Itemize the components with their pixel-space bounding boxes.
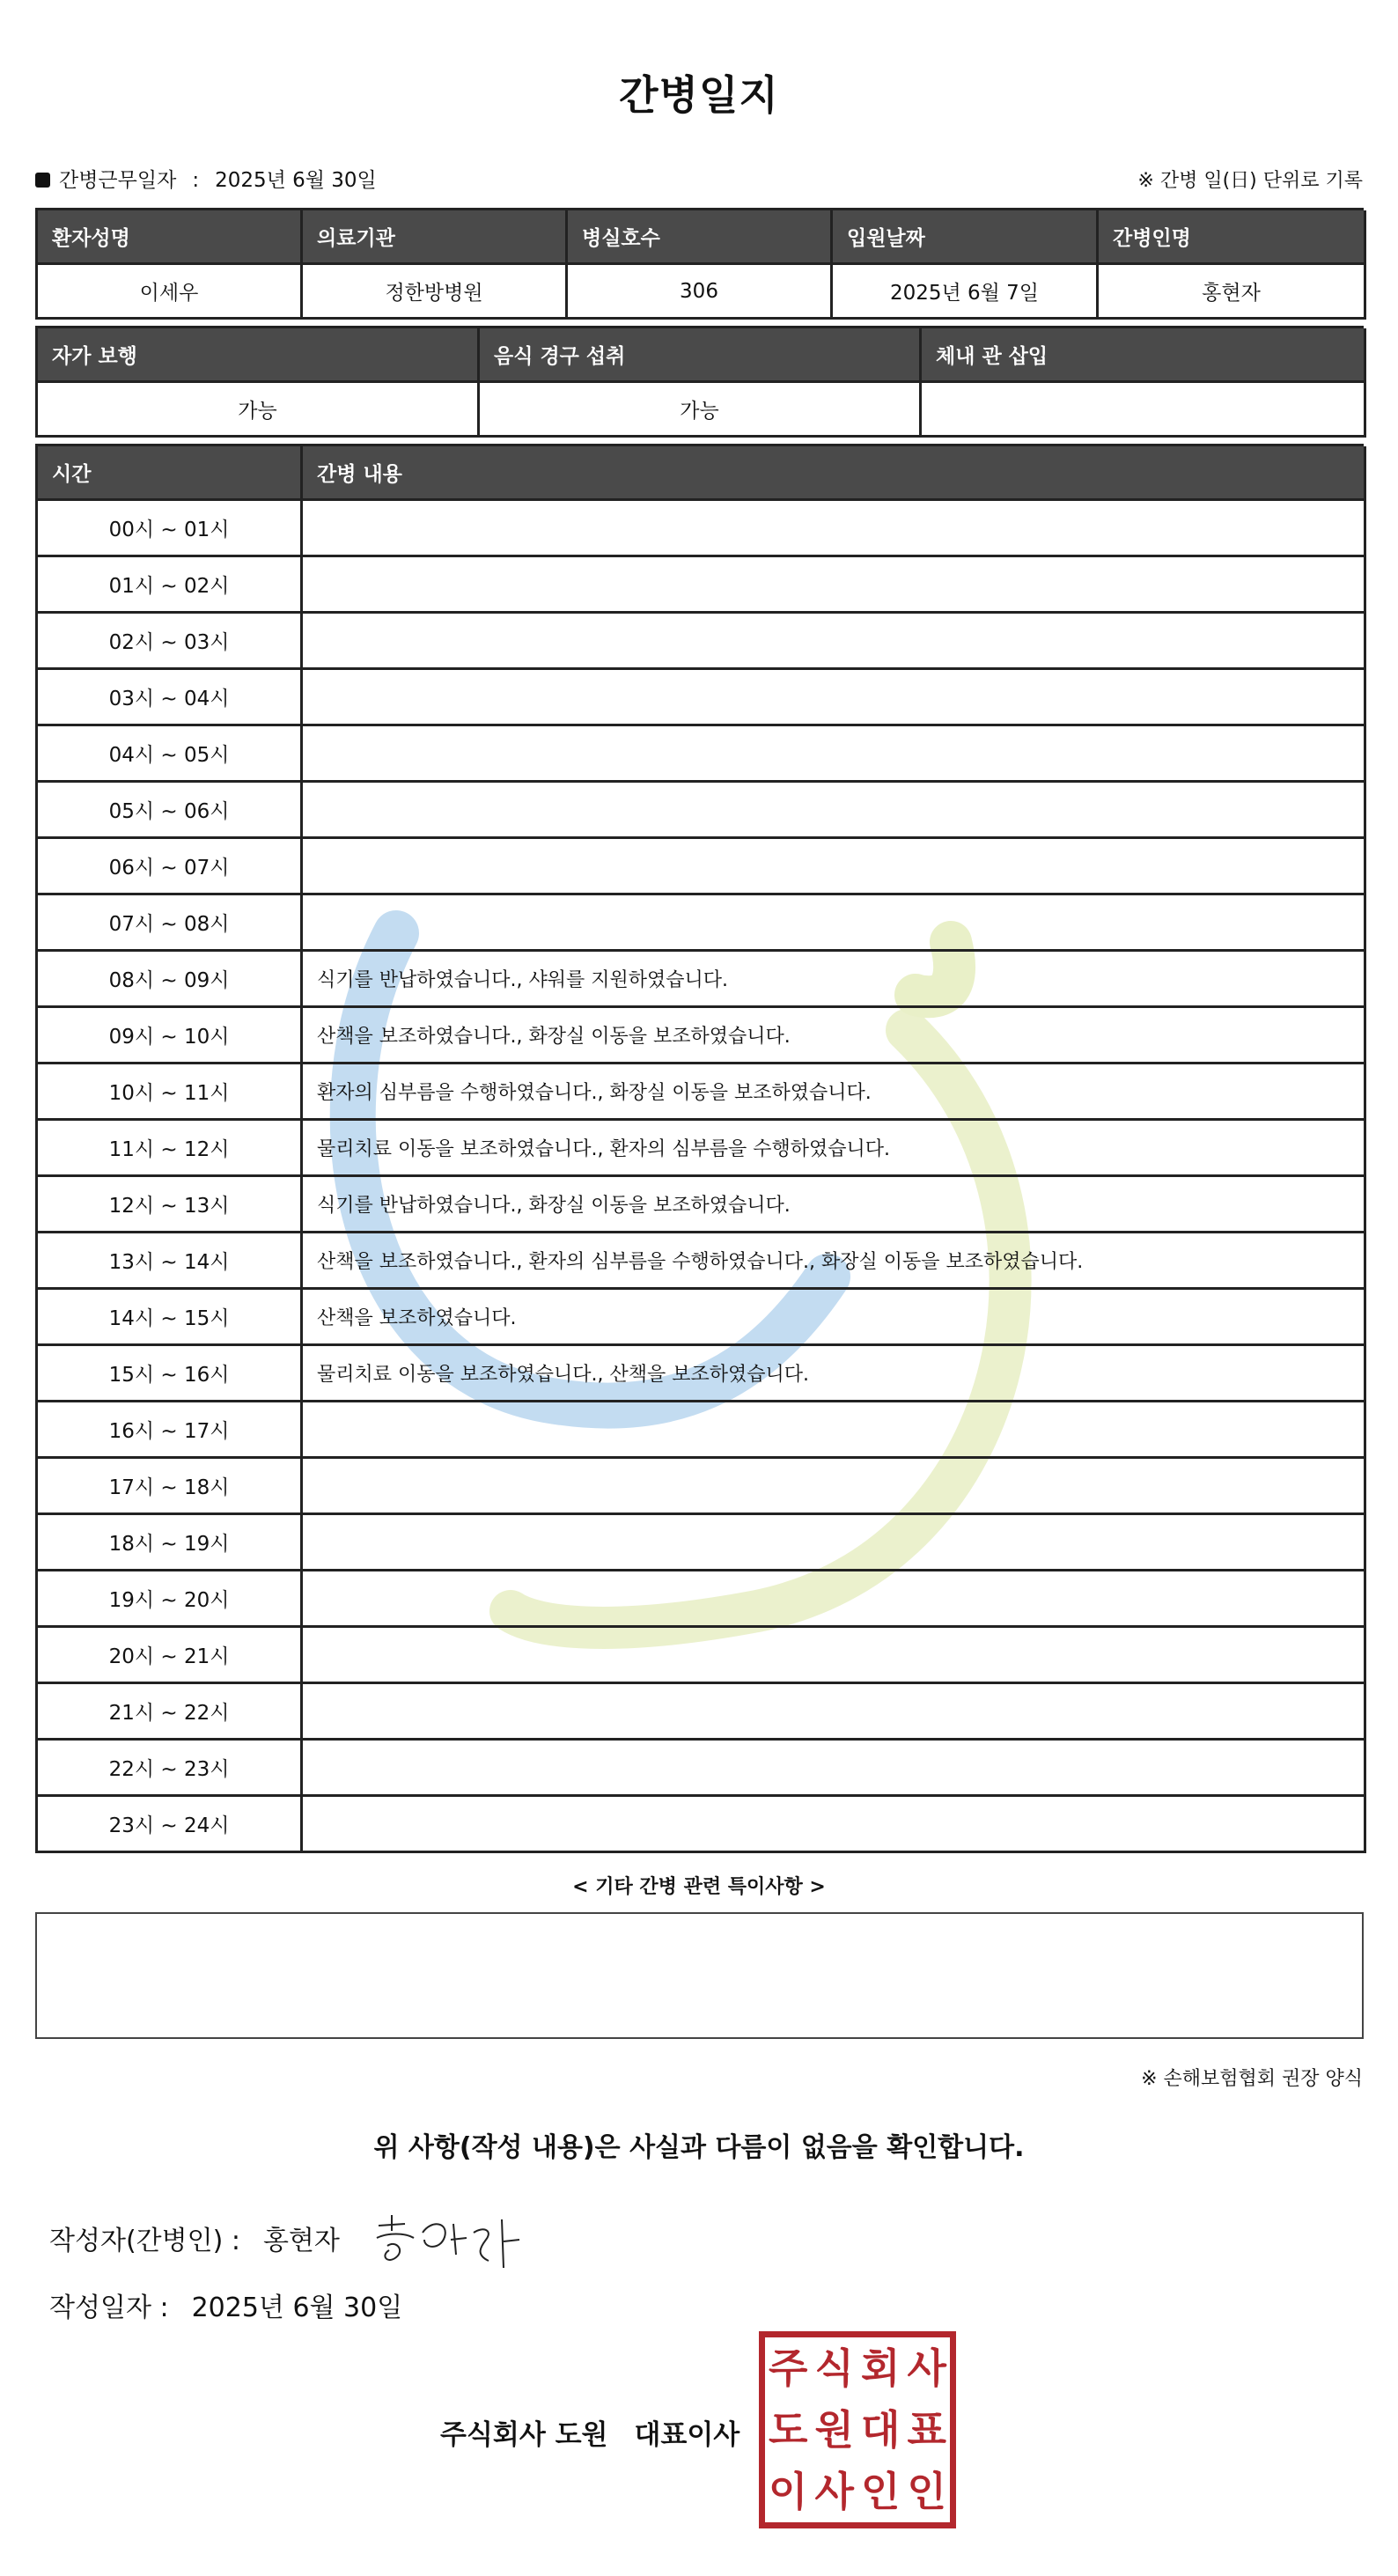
log-content-cell: 물리치료 이동을 보조하였습니다., 산책을 보조하였습니다.: [303, 1346, 1366, 1402]
log-time-cell: 05시 ~ 06시: [38, 783, 303, 839]
written-date-label: 작성일자 :: [49, 2293, 169, 2323]
patient-name-value: 이세우: [38, 265, 303, 320]
header-room-number: 병실호수: [568, 210, 833, 265]
log-content-cell: [303, 1741, 1366, 1797]
log-time-cell: 09시 ~ 10시: [38, 1008, 303, 1064]
header-care-content: 간병 내용: [303, 446, 1366, 501]
log-content-cell: [303, 1797, 1366, 1853]
seal-char: 대: [861, 2406, 901, 2454]
document-title: 간병일지: [619, 71, 779, 119]
log-content-cell: [303, 1459, 1366, 1515]
care-log-table: [35, 444, 1364, 1853]
log-time-cell: 19시 ~ 20시: [38, 1571, 303, 1628]
work-date-line: [35, 164, 377, 193]
log-content-cell: 환자의 심부름을 수행하였습니다., 화장실 이동을 보조하였습니다.: [303, 1064, 1366, 1121]
header-self-walking: 자가 보행: [38, 328, 480, 383]
seal-char: 인: [861, 2468, 901, 2515]
log-time-cell: 15시 ~ 16시: [38, 1346, 303, 1402]
recommendation-note: ※ 손해보험협회 권장 양식: [1141, 2068, 1363, 2090]
seal-char: 식: [814, 2344, 854, 2392]
log-content-cell: [303, 614, 1366, 670]
log-content-cell: [303, 1628, 1366, 1684]
log-content-cell: 식기를 반납하였습니다., 샤워를 지원하였습니다.: [303, 952, 1366, 1008]
log-content-cell: [303, 501, 1366, 557]
log-time-cell: 10시 ~ 11시: [38, 1064, 303, 1121]
seal-char: 표: [907, 2406, 946, 2454]
seal-char: 주: [769, 2344, 808, 2392]
header-oral-intake: 음식 경구 섭취: [480, 328, 922, 383]
log-time-cell: 23시 ~ 24시: [38, 1797, 303, 1853]
company-line: [440, 2412, 739, 2452]
seal-char: 사: [814, 2468, 854, 2515]
log-time-cell: 08시 ~ 09시: [38, 952, 303, 1008]
seal-char: 이: [769, 2468, 808, 2515]
work-date-separator: :: [192, 169, 200, 192]
seal-char: 회: [861, 2344, 901, 2392]
patient-info-table: [35, 208, 1364, 320]
header-patient-name: 환자성명: [38, 210, 303, 265]
company-seal: [759, 2331, 956, 2528]
log-time-cell: 17시 ~ 18시: [38, 1459, 303, 1515]
log-time-cell: 01시 ~ 02시: [38, 557, 303, 614]
log-time-cell: 02시 ~ 03시: [38, 614, 303, 670]
log-content-cell: [303, 895, 1366, 952]
caregiver-name-value: 홍현자: [1099, 265, 1366, 320]
room-number-value: 306: [568, 265, 833, 320]
log-content-cell: [303, 839, 1366, 895]
log-content-cell: 식기를 반납하였습니다., 화장실 이동을 보조하였습니다.: [303, 1177, 1366, 1233]
log-content-cell: [303, 1571, 1366, 1628]
log-content-cell: [303, 670, 1366, 726]
written-date-line: [49, 2285, 402, 2324]
patient-status-table: [35, 326, 1364, 438]
bullet-square-icon: [35, 173, 50, 188]
tube-insertion-value: [922, 383, 1366, 438]
daily-record-note: ※ 간병 일(日) 단위로 기록: [1137, 170, 1363, 192]
writer-line: [49, 2219, 340, 2257]
company-name: 주식회사 도원: [440, 2419, 608, 2451]
log-content-cell: [303, 726, 1366, 783]
log-time-cell: 07시 ~ 08시: [38, 895, 303, 952]
log-time-cell: 13시 ~ 14시: [38, 1233, 303, 1290]
seal-char: 사: [907, 2344, 946, 2392]
work-date-label: 간병근무일자: [59, 169, 177, 192]
seal-char: 인: [907, 2468, 946, 2515]
log-time-cell: 18시 ~ 19시: [38, 1515, 303, 1571]
log-time-cell: 04시 ~ 05시: [38, 726, 303, 783]
log-time-cell: 16시 ~ 17시: [38, 1402, 303, 1459]
writer-label: 작성자(간병인) :: [49, 2226, 240, 2256]
seal-char: 원: [814, 2406, 854, 2454]
admission-date-value: 2025년 6월 7일: [833, 265, 1099, 320]
notes-title: < 기타 간병 관련 특이사항 >: [572, 1876, 826, 1898]
hospital-value: 정한방병원: [303, 265, 568, 320]
written-date-value: 2025년 6월 30일: [191, 2293, 403, 2323]
log-time-cell: 14시 ~ 15시: [38, 1290, 303, 1346]
log-content-cell: 산책을 보조하였습니다.: [303, 1290, 1366, 1346]
header-time: 시간: [38, 446, 303, 501]
header-tube-insertion: 체내 관 삽입: [922, 328, 1366, 383]
log-time-cell: 12시 ~ 13시: [38, 1177, 303, 1233]
log-content-cell: [303, 557, 1366, 614]
writer-name: 홍현자: [262, 2226, 340, 2256]
log-content-cell: 산책을 보조하였습니다., 환자의 심부름을 수행하였습니다., 화장실 이동을 보조하였습니다.: [303, 1233, 1366, 1290]
oral-intake-value: 가능: [480, 383, 922, 438]
log-content-cell: [303, 1684, 1366, 1741]
log-content-cell: [303, 1402, 1366, 1459]
self-walking-value: 가능: [38, 383, 480, 438]
log-time-cell: 22시 ~ 23시: [38, 1741, 303, 1797]
work-date-value: 2025년 6월 30일: [215, 169, 377, 192]
log-content-cell: [303, 783, 1366, 839]
confirmation-statement: 위 사항(작성 내용)은 사실과 다름이 없음을 확인합니다.: [373, 2132, 1025, 2163]
log-time-cell: 00시 ~ 01시: [38, 501, 303, 557]
handwritten-signature: [370, 2206, 533, 2272]
header-admission-date: 입원날짜: [833, 210, 1099, 265]
log-time-cell: 20시 ~ 21시: [38, 1628, 303, 1684]
ceo-title: 대표이사: [634, 2419, 740, 2451]
log-time-cell: 03시 ~ 04시: [38, 670, 303, 726]
log-time-cell: 21시 ~ 22시: [38, 1684, 303, 1741]
log-time-cell: 11시 ~ 12시: [38, 1121, 303, 1177]
seal-char: 도: [769, 2406, 808, 2454]
log-time-cell: 06시 ~ 07시: [38, 839, 303, 895]
notes-box: [35, 1912, 1364, 2039]
log-content-cell: 물리치료 이동을 보조하였습니다., 환자의 심부름을 수행하였습니다.: [303, 1121, 1366, 1177]
log-content-cell: [303, 1515, 1366, 1571]
log-content-cell: 산책을 보조하였습니다., 화장실 이동을 보조하였습니다.: [303, 1008, 1366, 1064]
header-hospital: 의료기관: [303, 210, 568, 265]
header-caregiver-name: 간병인명: [1099, 210, 1366, 265]
